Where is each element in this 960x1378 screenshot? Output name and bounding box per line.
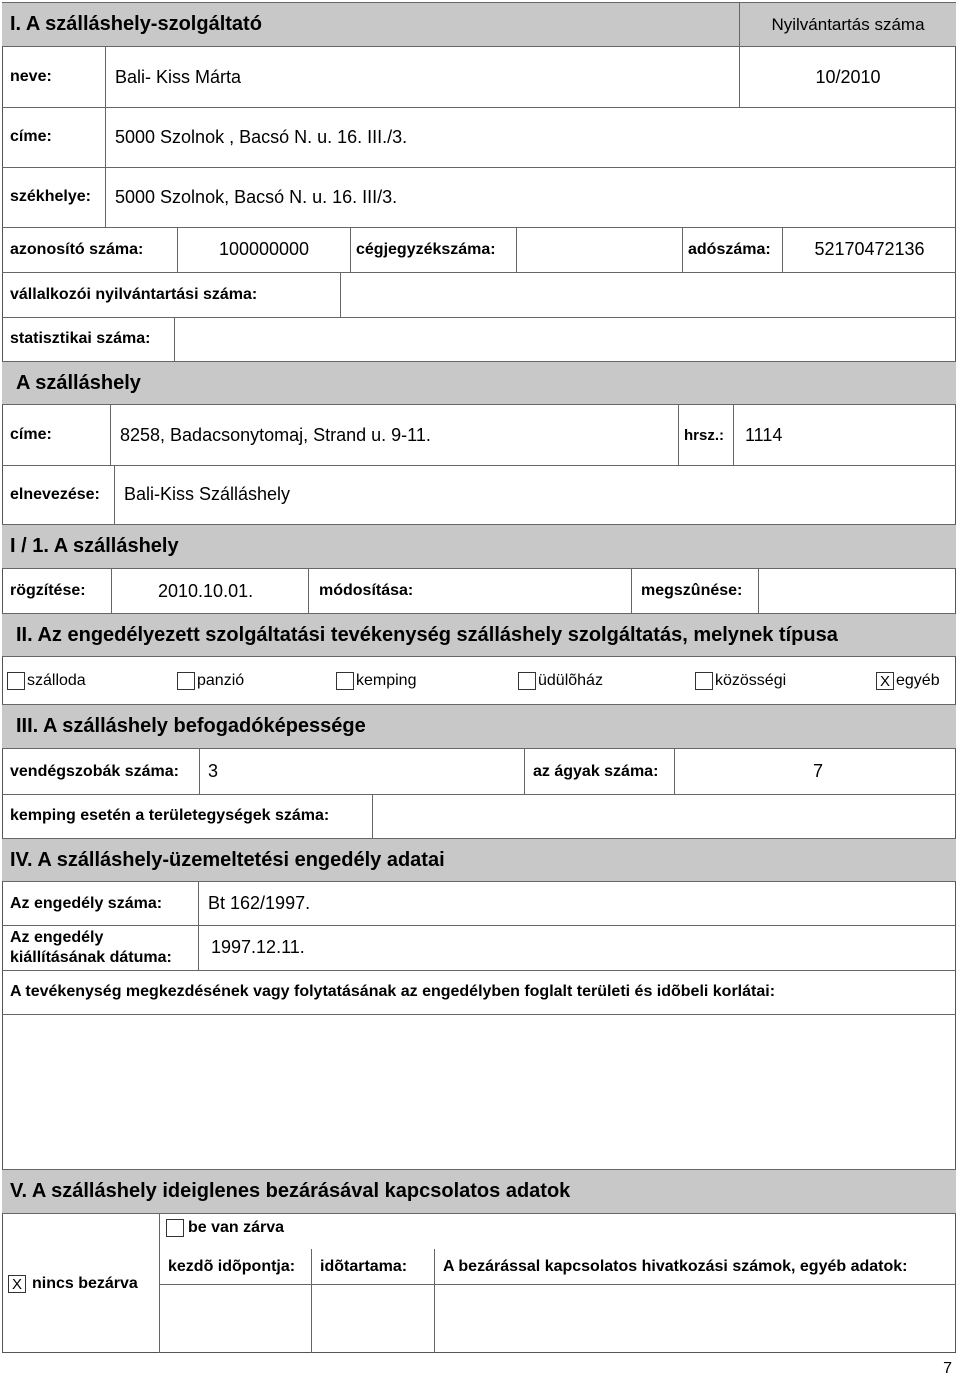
- page-number: 7: [943, 1360, 952, 1377]
- restrictions-row: [2, 970, 956, 1014]
- provider-name-row: [2, 47, 956, 107]
- beds-label: az ágyak száma:: [524, 749, 674, 794]
- permit-date-label-line-2: kiállításának dátuma:: [10, 948, 172, 966]
- modified-label: módosítása:: [308, 569, 631, 613]
- recorded-label: rögzítése:: [10, 582, 86, 599]
- camping-checkbox[interactable]: [336, 672, 354, 690]
- entrepreneur-row: [2, 272, 956, 317]
- registration-number-label: Nyilvántartás száma: [739, 3, 956, 46]
- section-1-1-title: I / 1. A szálláshely: [10, 535, 179, 557]
- type-guesthouse[interactable]: [177, 657, 244, 704]
- closure-details-header: [160, 1249, 956, 1284]
- section-5-title: V. A szálláshely ideiglenes bezárásával kapcsolatos adatok: [10, 1180, 571, 1202]
- provider-seat-value: 5000 Szolnok, Bacsó N. u. 16. III/3.: [105, 167, 956, 227]
- recorded-value: 2010.10.01.: [111, 569, 308, 613]
- entrepreneur-value: [340, 272, 956, 317]
- not-closed-option[interactable]: [2, 1214, 159, 1353]
- statistical-label: statisztikai száma:: [10, 330, 151, 347]
- closed-checkbox[interactable]: [166, 1219, 184, 1237]
- provider-name-value: Bali- Kiss Márta: [105, 47, 739, 107]
- rooms-value: 3: [199, 749, 524, 794]
- duration-label: idõtartama:: [311, 1249, 434, 1284]
- community-checkbox[interactable]: [695, 672, 713, 690]
- statistical-row: [2, 317, 956, 361]
- permit-date-label-line-1: Az engedély: [10, 928, 104, 946]
- lodging-address-label: címe:: [10, 426, 52, 443]
- section-4-title: IV. A szálláshely-üzemeltetési engedély adatai: [10, 848, 445, 871]
- permit-date-row: [2, 925, 956, 970]
- identifier-row: [2, 227, 956, 272]
- section-1-title: I. A szálláshely-szolgáltató: [10, 13, 262, 35]
- restrictions-label: A tevékenység megkezdésének vagy folytatásának az engedélyben foglalt területi és idõbeli korlátai:: [10, 983, 776, 1000]
- divider: [160, 1284, 956, 1285]
- closed-option[interactable]: [166, 1219, 284, 1237]
- divider: [311, 1284, 312, 1353]
- lodging-name-label: elnevezése:: [10, 485, 100, 503]
- section-5-header: [2, 1169, 956, 1214]
- closed-block: [159, 1214, 956, 1353]
- lodging-address-row: [2, 405, 956, 465]
- provider-seat-label: székhelye:: [10, 188, 91, 205]
- section-2-header: [2, 613, 956, 657]
- section-1-1-header: [2, 524, 956, 569]
- section-3-header: [2, 704, 956, 749]
- section-1-header: [2, 2, 956, 47]
- lodging-title: A szálláshely: [16, 371, 141, 394]
- ended-label: megszûnése:: [631, 569, 758, 613]
- type-hotel[interactable]: [7, 657, 86, 704]
- provider-address-row: [2, 107, 956, 167]
- type-camping[interactable]: [336, 657, 416, 704]
- camping-units-row: [2, 794, 956, 838]
- camping-units-value: [372, 794, 956, 838]
- lodging-name-value: Bali-Kiss Szálláshely: [114, 465, 956, 524]
- type-holiday-home[interactable]: [518, 657, 603, 704]
- not-closed-checkbox[interactable]: X: [8, 1275, 26, 1293]
- record-dates-row: [2, 569, 956, 613]
- ended-value: [758, 569, 956, 613]
- provider-seat-row: [2, 167, 956, 227]
- other-checkbox[interactable]: X: [876, 672, 894, 690]
- closed-label: be van zárva: [188, 1219, 285, 1236]
- guesthouse-label: panzió: [197, 671, 245, 689]
- lodging-address-value: 8258, Badacsonytomaj, Strand u. 9-11.: [110, 405, 678, 465]
- other-label: egyéb: [896, 671, 940, 689]
- holiday-home-label: üdülõház: [538, 671, 603, 689]
- start-label: kezdõ idõpontja:: [168, 1257, 296, 1275]
- holiday-home-checkbox[interactable]: [518, 672, 536, 690]
- section-2-title: II. Az engedélyezett szolgáltatási tevékenység szálláshely szolgáltatás, melynek típusa: [16, 623, 838, 646]
- permit-number-value: Bt 162/1997.: [198, 882, 956, 925]
- camping-units-label: kemping esetén a területegységek száma:: [10, 807, 330, 824]
- entrepreneur-label: vállalkozói nyilvántartási száma:: [10, 285, 258, 303]
- lodging-types-row: [2, 657, 956, 704]
- section-3-title: III. A szálláshely befogadóképessége: [16, 715, 366, 737]
- company-registration-label: cégjegyzékszáma:: [350, 227, 516, 272]
- provider-address-label: címe:: [10, 128, 52, 145]
- identifier-value: 100000000: [177, 227, 350, 272]
- lodging-header: [2, 361, 956, 405]
- hrsz-label: hrsz.:: [678, 405, 733, 465]
- closure-area: [2, 1214, 956, 1353]
- capacity-row: [2, 749, 956, 794]
- type-other[interactable]: [876, 657, 940, 704]
- company-registration-value: [516, 227, 682, 272]
- identifier-label: azonosító száma:: [10, 240, 144, 258]
- provider-name-label: neve:: [10, 68, 52, 85]
- guesthouse-checkbox[interactable]: [177, 672, 195, 690]
- restrictions-value: [2, 1014, 956, 1169]
- divider: [434, 1284, 435, 1353]
- rooms-label: vendégszobák száma:: [10, 762, 179, 780]
- references-label: A bezárással kapcsolatos hivatkozási számok, egyéb adatok:: [434, 1249, 957, 1284]
- lodging-name-row: [2, 465, 956, 524]
- camping-label: kemping: [356, 671, 417, 689]
- permit-number-row: [2, 882, 956, 925]
- not-closed-label: nincs bezárva: [32, 1274, 138, 1292]
- hotel-label: szálloda: [27, 671, 86, 689]
- tax-number-label: adószáma:: [682, 227, 782, 272]
- permit-number-label: Az engedély száma:: [10, 894, 163, 912]
- permit-date-value: 1997.12.11.: [198, 925, 956, 970]
- statistical-value: [174, 317, 956, 361]
- permit-date-label: [10, 925, 172, 970]
- hotel-checkbox[interactable]: [7, 672, 25, 690]
- tax-number-value: 52170472136: [782, 227, 956, 272]
- provider-address-value: 5000 Szolnok , Bacsó N. u. 16. III./3.: [105, 107, 956, 167]
- hrsz-value: 1114: [733, 405, 956, 465]
- beds-value: 7: [674, 749, 956, 794]
- registration-number-value: 10/2010: [739, 47, 956, 107]
- type-community[interactable]: [695, 657, 786, 704]
- community-label: közösségi: [715, 671, 787, 689]
- section-4-header: [2, 838, 956, 882]
